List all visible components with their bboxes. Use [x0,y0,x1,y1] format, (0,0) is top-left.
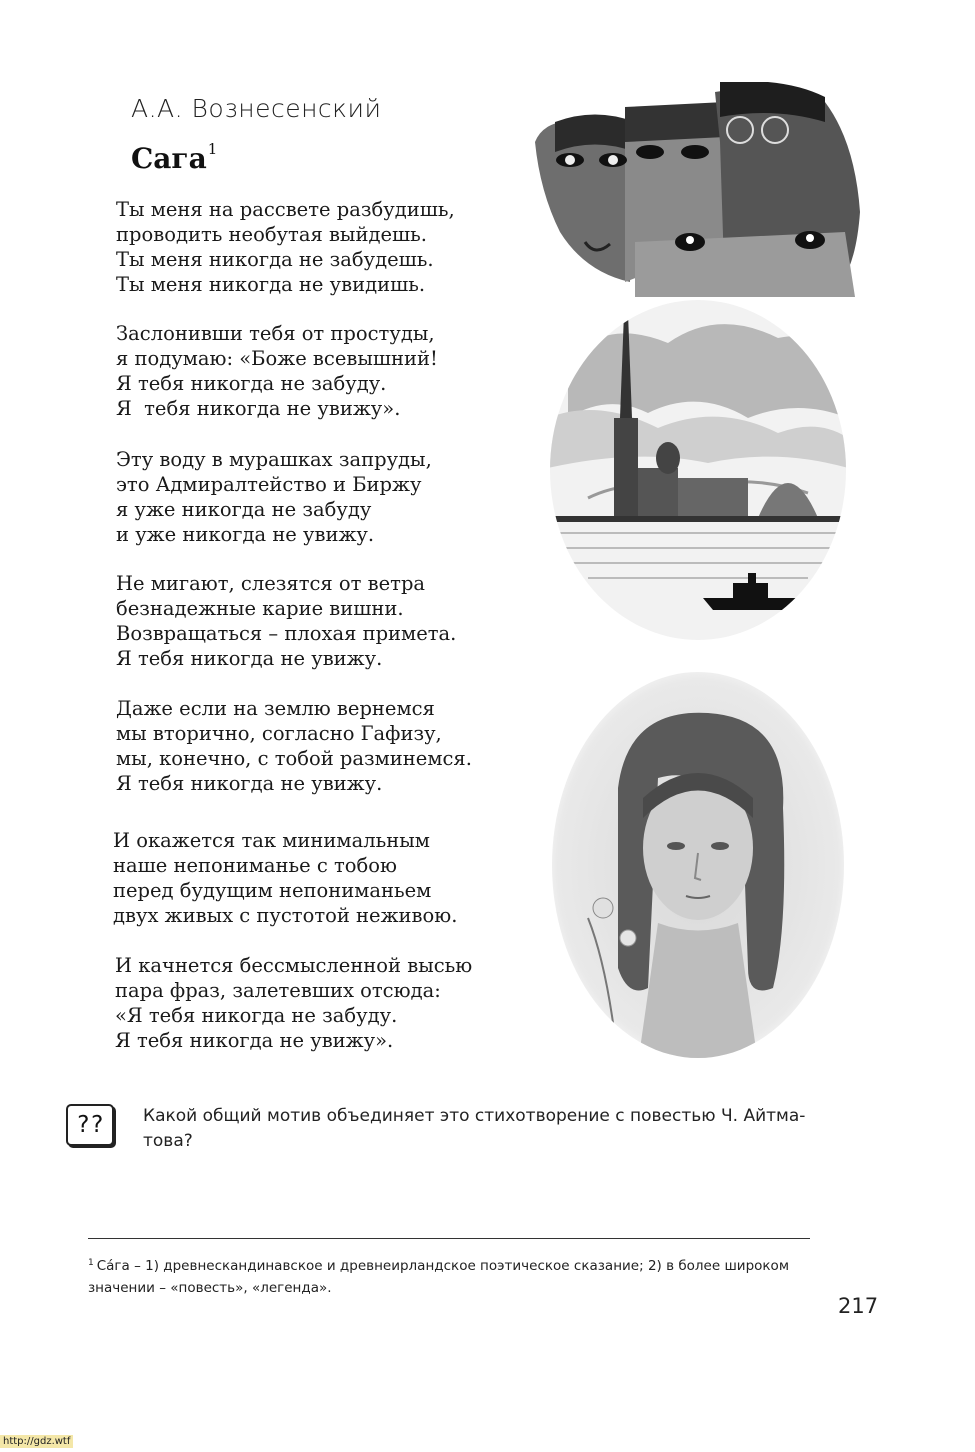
stanza-7 [115,953,472,1053]
poem-line: Ты меня на рассвете разбудишь, [116,198,455,221]
poem-title [131,140,217,175]
poem-line: И качнется бессмысленной высью [115,954,473,977]
poem-line: наше непониманье с тобою [113,854,398,877]
poem-line: безнадежные карие вишни. [116,597,404,620]
stanza-6 [113,828,457,928]
poem-line: Даже если на землю вернемся [116,697,435,720]
petersburg-river-illustration [548,298,848,643]
poem-line: Возвращаться – плохая примета. [116,622,457,645]
poem-line: мы, конечно, с тобой разминемся. [116,747,472,770]
poem-line: Я тебя никогда не увижу. [116,647,383,670]
poem-line: я подумаю: «Боже всевышний! [116,347,438,370]
site-link[interactable]: http://gdz.wtf [0,1435,73,1448]
poem-line: Я тебя никогда не увижу». [116,397,401,420]
stanza-2 [116,321,438,421]
poem-line: Не мигают, слезятся от ветра [116,572,426,595]
poem-title-text: Сага [131,142,207,175]
footnote-text: Са́га – 1) древнескандинавское и древнеирландское поэтическое сказание; 2) в более широком значении – «повесть», «легенда». [88,1258,790,1296]
poem-line: я уже никогда не забуду [116,498,372,521]
question-text: Какой общий мотив объединяет это стихотворение с повестью Ч. Айтма-това? [143,1106,806,1151]
poem-line: Я тебя никогда не увижу. [116,772,383,795]
author-name: А.А. Вознесенский [131,94,382,123]
faces-collage-illustration [525,82,870,297]
question-icon: ?? [66,1104,114,1146]
girl-portrait-illustration [548,668,848,1063]
poem-line: пара фраз, залетевших отсюда: [115,979,441,1002]
footnote [88,1252,818,1299]
poem-line: «Я тебя никогда не забуду. [115,1004,398,1027]
poem-line: это Адмиралтейство и Биржу [116,473,422,496]
poem-line: Ты меня никогда не забудешь. [116,248,434,271]
footnote-divider [88,1238,810,1239]
stanza-3 [116,447,432,547]
poem-line: И окажется так минимальным [113,829,430,852]
poem-line: Эту воду в мурашках запруды, [116,448,432,471]
poem-line: Я тебя никогда не увижу». [115,1029,394,1052]
poem-line: двух живых с пустотой неживою. [113,904,458,927]
poem-line: Я тебя никогда не забуду. [116,372,387,395]
poem-line: Заслонивши тебя от простуды, [116,322,435,345]
page-number: 217 [838,1294,879,1318]
stanza-4 [116,571,456,671]
stanza-1 [116,197,455,297]
poem-line: мы вторично, согласно Гафизу, [116,722,442,745]
poem-line: проводить необутая выйдешь. [116,223,427,246]
poem-line: Ты меня никогда не увидишь. [116,273,426,296]
footnote-ref: 1 [207,140,218,158]
stanza-5 [116,696,472,796]
poem-line: и уже никогда не увижу. [116,523,375,546]
footnote-mark: 1 [88,1258,94,1268]
poem-line: перед будущим непониманьем [113,879,432,902]
